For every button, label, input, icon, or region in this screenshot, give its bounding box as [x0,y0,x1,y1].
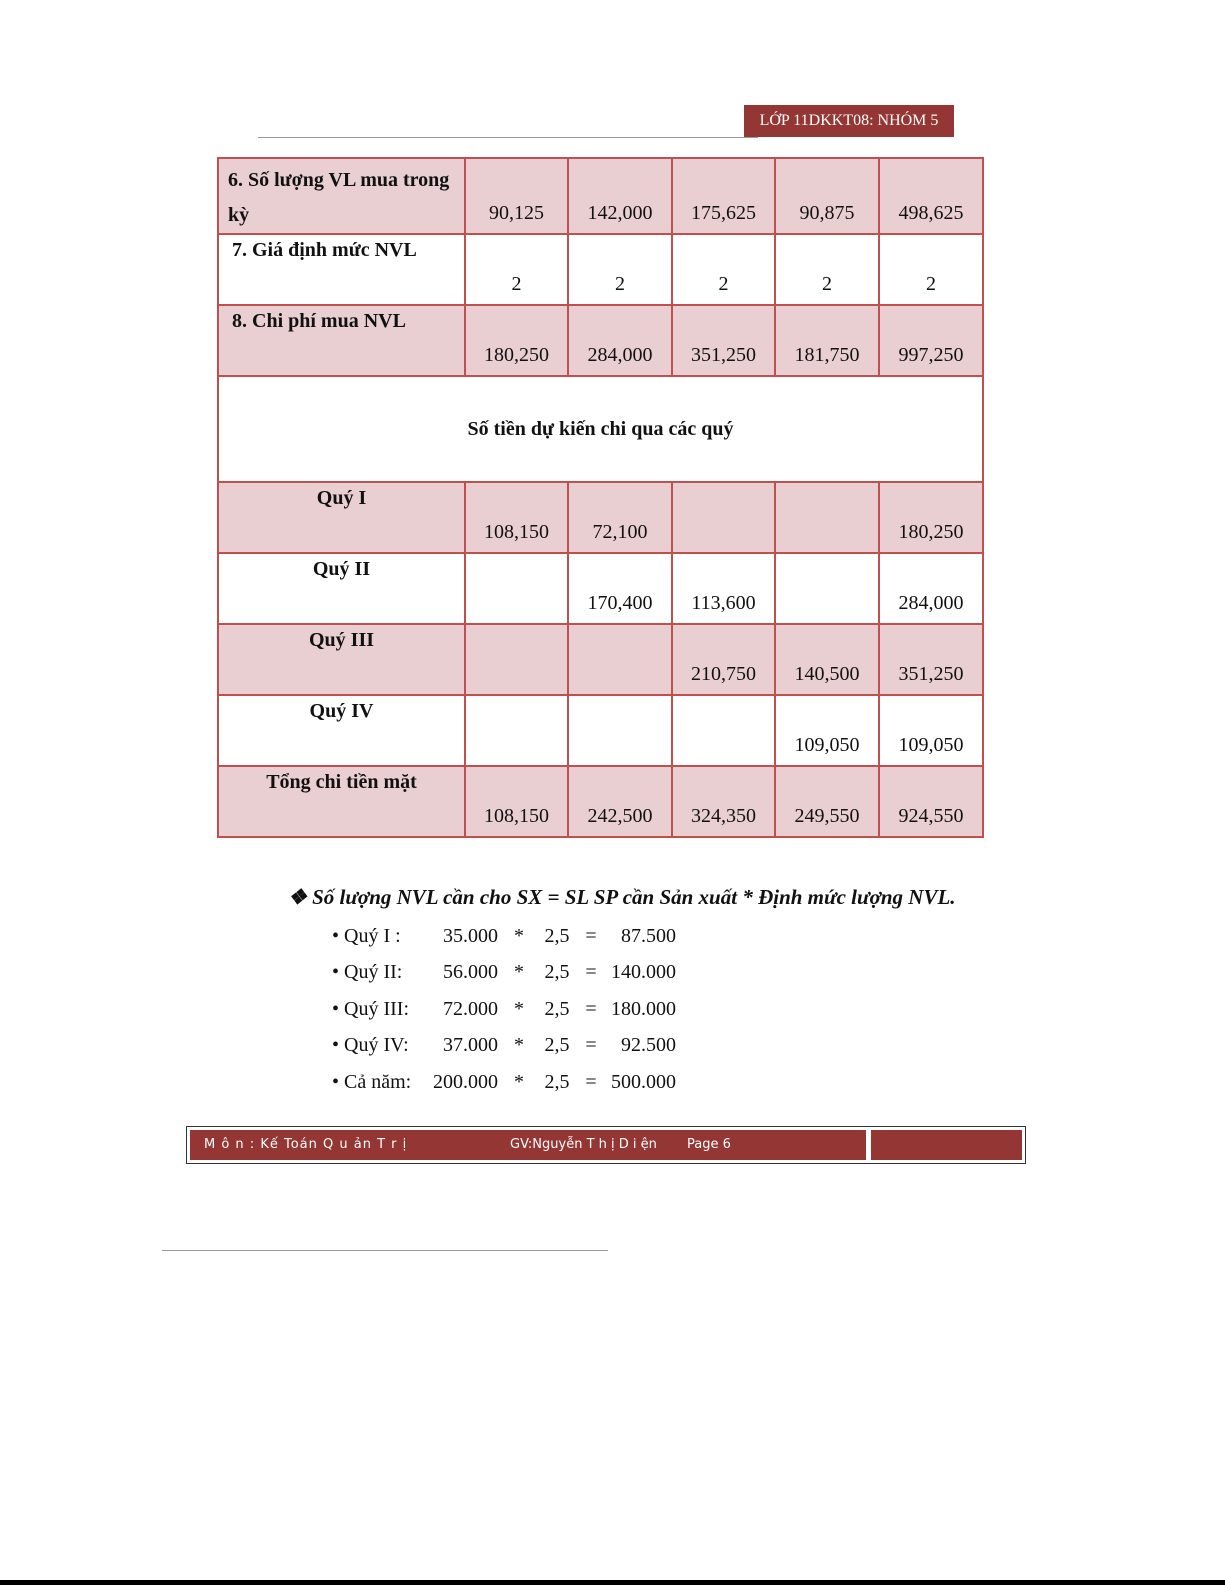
table-cell: 2 [568,234,672,305]
row-label: Tổng chi tiền mặt [218,766,465,837]
item-quantity: 200.000 [433,1070,499,1093]
table-cell: 924,550 [879,766,983,837]
table-row-total [218,766,983,837]
item-result: 500.000 [611,1070,677,1093]
header-rule [258,137,758,138]
class-group-badge: LỚP 11DKKT08: NHÓM 5 [744,105,954,137]
list-item [332,1069,676,1105]
page-footer [186,1126,1026,1164]
item-label: Quý I : [344,925,401,947]
item-rate: 2,5 [544,997,570,1020]
table-row [218,482,983,553]
table-cell: 249,550 [775,766,879,837]
item-label: Quý II: [344,961,403,984]
item-label: Cả năm: [344,1070,412,1093]
bullet-dot-icon: • [332,997,345,1020]
item-rate: 2,5 [544,961,570,984]
table-cell [465,624,568,695]
item-quantity: 56.000 [443,961,499,984]
page-boundary [0,1580,1225,1585]
item-operator: * [514,1070,525,1093]
table-cell: 180,250 [465,305,568,376]
table-cell: 109,050 [775,695,879,766]
item-result: 92.500 [621,1034,677,1057]
diamond-bullet-icon: ❖ [288,885,307,909]
formula-heading [288,885,956,910]
table-cell: 90,125 [465,158,568,234]
row-label: Quý I [218,482,465,553]
footer-info-bar [190,1130,866,1160]
table-cell: 242,500 [568,766,672,837]
table-cell: 108,150 [465,766,568,837]
bullet-dot-icon: • [332,1070,345,1093]
bullet-dot-icon: • [332,1034,345,1057]
footer-subject: M ô n : Kế Toán Q u ản T r ị [204,1137,408,1152]
table-cell: 284,000 [568,305,672,376]
formula-list [332,923,676,1105]
item-label: Quý IV: [344,1034,409,1057]
item-label: Quý III: [344,997,409,1020]
table-cell: 108,150 [465,482,568,553]
table-row [218,234,983,305]
table-cell [568,695,672,766]
list-item [332,1032,676,1068]
bullet-dot-icon: • [332,925,345,947]
table-cell: 2 [775,234,879,305]
item-result: 180.000 [611,997,677,1020]
section-title: Số tiền dự kiến chi qua các quý [218,376,983,482]
table-cell: 175,625 [672,158,775,234]
table-cell: 2 [465,234,568,305]
table-cell: 181,750 [775,305,879,376]
table-cell [672,695,775,766]
list-item [332,996,676,1032]
footer-side-block [871,1130,1022,1160]
item-equals: = [585,961,597,984]
item-equals: = [585,1070,597,1093]
table-row [218,305,983,376]
table-cell: 72,100 [568,482,672,553]
table-row [218,158,983,234]
row-label: 7. Giá định mức NVL [218,234,465,305]
row-label: Quý III [218,624,465,695]
table-cell: 997,250 [879,305,983,376]
table-cell: 210,750 [672,624,775,695]
footer-teacher: GV:Nguyễn T h ị D i ện [510,1137,657,1152]
table-cell: 324,350 [672,766,775,837]
table-row [218,553,983,624]
table-cell: 498,625 [879,158,983,234]
item-equals: = [585,997,597,1020]
item-equals: = [585,925,597,947]
table-cell: 2 [879,234,983,305]
table-cell [568,624,672,695]
table-cell: 2 [672,234,775,305]
item-quantity: 37.000 [443,1034,499,1057]
item-result: 140.000 [611,961,677,984]
item-operator: * [514,1034,525,1057]
table-cell: 170,400 [568,553,672,624]
table-cell [775,553,879,624]
table-cell: 109,050 [879,695,983,766]
material-purchase-budget-table [217,157,984,838]
row-label: 6. Số lượng VL mua trong kỳ [218,158,465,234]
table-cell [465,553,568,624]
item-quantity: 35.000 [443,925,499,947]
row-label: 8. Chi phí mua NVL [218,305,465,376]
table-cell [465,695,568,766]
item-rate: 2,5 [544,1034,570,1057]
table-cell: 284,000 [879,553,983,624]
table-row [218,695,983,766]
item-operator: * [514,925,525,947]
table-cell: 351,250 [879,624,983,695]
row-label: Quý IV [218,695,465,766]
row-label: Quý II [218,553,465,624]
section-row [218,376,983,482]
table-cell: 113,600 [672,553,775,624]
bullet-dot-icon: • [332,961,345,984]
table-cell [775,482,879,553]
table-cell [672,482,775,553]
item-operator: * [514,997,525,1020]
table-cell: 90,875 [775,158,879,234]
table-cell: 142,000 [568,158,672,234]
table-row [218,624,983,695]
footer-page-number: Page 6 [687,1137,731,1152]
next-page-header-rule [162,1250,608,1251]
formula-text: Số lượng NVL cần cho SX = SL SP cần Sản xuất * Định mức lượng NVL. [312,885,956,909]
table-cell: 140,500 [775,624,879,695]
item-rate: 2,5 [544,1070,570,1093]
item-rate: 2,5 [544,925,570,947]
list-item [332,959,676,995]
item-operator: * [514,961,525,984]
table-cell: 351,250 [672,305,775,376]
item-result: 87.500 [621,925,677,947]
list-item [332,923,676,959]
table-cell: 180,250 [879,482,983,553]
item-quantity: 72.000 [443,997,499,1020]
item-equals: = [585,1034,597,1057]
